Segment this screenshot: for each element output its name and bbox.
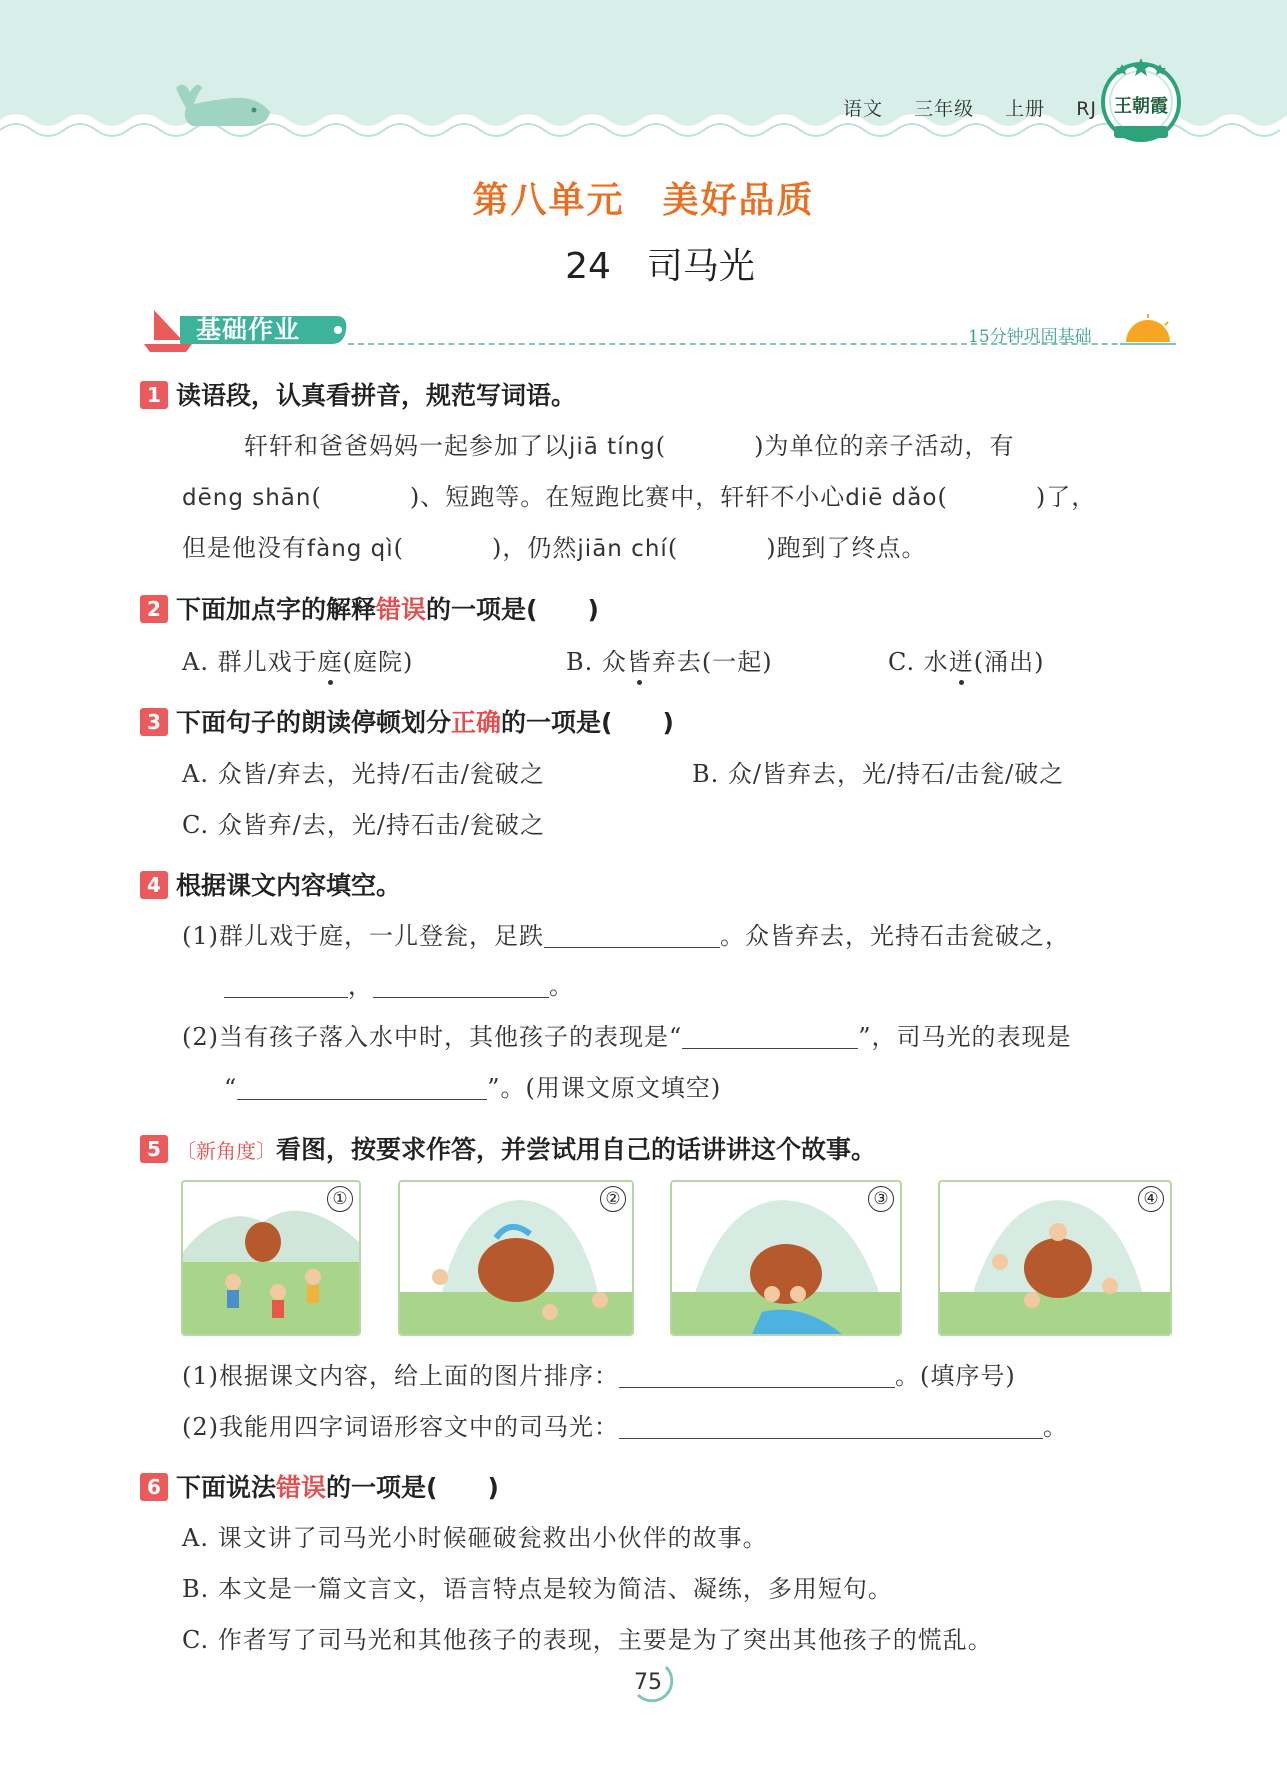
q4-text: 。 <box>549 972 574 1000</box>
q4-line-3 <box>182 1017 1072 1052</box>
question-5-number: 5 <box>140 1135 168 1163</box>
picture-3-number: ③ <box>868 1186 894 1212</box>
q4-text: “ <box>224 1074 238 1102</box>
q5-line-1 <box>182 1356 1016 1391</box>
new-angle-tag: 〔新角度〕 <box>176 1139 276 1163</box>
question-5-title <box>140 1130 876 1166</box>
q1-text: 了， <box>1046 483 1097 511</box>
question-3-keyword: 正确 <box>451 708 502 737</box>
question-6-text: 下面说法 <box>176 1473 277 1502</box>
question-1-title <box>140 376 576 412</box>
question-2-title <box>140 590 599 626</box>
question-2-keyword: 错误 <box>376 595 427 624</box>
q5-text: 。(填序号) <box>895 1362 1016 1390</box>
pinyin-2: dēng shān <box>182 485 312 511</box>
option-text: B. 众 <box>566 648 627 676</box>
q4-blank-2[interactable] <box>224 973 348 998</box>
dotted-char: 庭 <box>318 642 343 677</box>
pinyin-5: jiān chí <box>577 536 668 562</box>
brand-logo-text: 王朝霞 <box>1114 96 1168 117</box>
q1-blank-3[interactable] <box>948 485 1036 509</box>
question-3-text: 下面句子的朗读停顿划分 <box>176 708 452 737</box>
option-text: C. 水 <box>888 648 949 676</box>
q2-option-c[interactable] <box>888 642 1045 677</box>
question-6-keyword: 错误 <box>276 1473 327 1502</box>
pinyin-1: jiā tíng <box>569 434 656 460</box>
question-4-text: 根据课文内容填空。 <box>176 871 402 900</box>
question-3-text-end: 的一项是( ) <box>501 708 674 737</box>
q1-text: 、短跑等。在短跑比赛中，轩轩不小心 <box>420 483 846 511</box>
q6-option-b[interactable]: B. 本文是一篇文言文，语言特点是较为简洁、凝练，多用短句。 <box>182 1575 893 1603</box>
q4-line-1 <box>182 916 1070 951</box>
story-picture-3 <box>670 1180 902 1336</box>
header-meta <box>829 94 1097 121</box>
q1-blank-1[interactable] <box>666 434 754 458</box>
q4-line-2 <box>224 966 574 1001</box>
q5-text: (2)我能用四字词语形容文中的司马光： <box>182 1413 619 1441</box>
sunrise-icon <box>1120 314 1176 348</box>
picture-2-scene <box>400 1182 632 1334</box>
q1-blank-5[interactable] <box>678 536 766 560</box>
option-text: 弃去(一起) <box>651 648 773 676</box>
q5-text: 。 <box>1043 1413 1068 1441</box>
q4-blank-5[interactable] <box>237 1075 487 1100</box>
whale-icon <box>172 78 276 128</box>
q2-option-b[interactable] <box>566 642 773 677</box>
q3-option-b[interactable]: B. 众/皆弃去，光/持石/击瓮/破之 <box>692 760 1065 788</box>
q4-blank-1[interactable] <box>544 923 720 948</box>
story-picture-1 <box>181 1180 361 1336</box>
q4-blank-3[interactable] <box>373 973 549 998</box>
q5-blank-2[interactable] <box>619 1414 1043 1439</box>
q5-line-2 <box>182 1407 1068 1442</box>
grade-label: 三年级 <box>914 98 975 120</box>
question-6-number: 6 <box>140 1473 168 1501</box>
pinyin-3: diē dǎo <box>845 485 938 511</box>
question-1-text: 读语段，认真看拼音，规范写词语。 <box>176 381 577 410</box>
question-4-number: 4 <box>140 871 168 899</box>
q6-option-a[interactable]: A. 课文讲了司马光小时候砸破瓮救出小伙伴的故事。 <box>182 1524 768 1552</box>
q4-text: (2)当有孩子落入水中时，其他孩子的表现是“ <box>182 1023 683 1051</box>
edition-label: RJ <box>1076 98 1097 120</box>
q4-text: (1)群儿戏于庭，一儿登瓮，足跌 <box>182 922 544 950</box>
q1-text: 轩轩和爸爸妈妈一起参加了以 <box>244 432 569 460</box>
q1-text: ，仍然 <box>502 534 578 562</box>
story-picture-2 <box>398 1180 634 1336</box>
q4-text: 。众皆弃去，光持石击瓮破之， <box>720 922 1070 950</box>
dotted-char: 迸 <box>949 642 974 677</box>
q4-blank-4[interactable] <box>682 1024 858 1049</box>
q1-text: 但是他没有 <box>182 534 307 562</box>
q1-line-3: 但是他没有fàng qì( )，仍然jiān chí( )跑到了终点。 <box>182 534 927 562</box>
q4-text: ”。(用课文原文填空) <box>487 1074 722 1102</box>
lesson-title: 24 司马光 <box>565 246 755 287</box>
unit-title: 第八单元 美好品质 <box>472 180 815 221</box>
pinyin-4: fàng qì <box>307 536 394 562</box>
q2-option-a[interactable] <box>182 642 413 677</box>
question-4-title <box>140 866 401 902</box>
q1-text: 跑到了终点。 <box>776 534 927 562</box>
volume-label: 上册 <box>1005 98 1046 120</box>
question-6-text-end: 的一项是( ) <box>326 1473 499 1502</box>
question-6-title <box>140 1468 499 1504</box>
q3-option-a[interactable]: A. 众皆/弃去，光持/石击/瓮破之 <box>182 760 545 788</box>
section-note: 15分钟巩固基础 <box>968 327 1092 347</box>
q5-text: (1)根据课文内容，给上面的图片排序： <box>182 1362 619 1390</box>
question-3-title <box>140 703 674 739</box>
q1-line-1: 轩轩和爸爸妈妈一起参加了以jiā tíng( )为单位的亲子活动，有 <box>244 432 1015 460</box>
q1-blank-2[interactable] <box>322 485 410 509</box>
q4-text: ， <box>348 972 373 1000</box>
q6-option-c[interactable]: C. 作者写了司马光和其他孩子的表现，主要是为了突出其他孩子的慌乱。 <box>182 1626 993 1654</box>
picture-2-number: ② <box>600 1186 626 1212</box>
story-picture-4 <box>938 1180 1172 1336</box>
question-1-number: 1 <box>140 381 168 409</box>
page-number: 75 <box>634 1670 662 1695</box>
question-3-number: 3 <box>140 708 168 736</box>
question-2-number: 2 <box>140 595 168 623</box>
section-label: 基础作业 <box>196 315 301 344</box>
option-text: (涌出) <box>973 648 1045 676</box>
question-5-text: 看图，按要求作答，并尝试用自己的话讲讲这个故事。 <box>276 1135 877 1164</box>
picture-4-number: ④ <box>1138 1186 1164 1212</box>
q5-blank-1[interactable] <box>619 1363 895 1388</box>
q4-line-4 <box>224 1068 721 1103</box>
picture-1-number: ① <box>327 1186 353 1212</box>
subject-label: 语文 <box>843 98 884 120</box>
picture-3-scene <box>672 1182 900 1334</box>
option-text: (庭院) <box>342 648 414 676</box>
q4-text: ”，司马光的表现是 <box>858 1023 1072 1051</box>
option-text: A. 群儿戏于 <box>182 648 318 676</box>
q1-blank-4[interactable] <box>404 536 492 560</box>
q1-line-2: dēng shān( )、短跑等。在短跑比赛中，轩轩不小心diē dǎo( )了， <box>182 483 1097 511</box>
dotted-char: 皆 <box>627 642 652 677</box>
picture-4-scene <box>940 1182 1170 1334</box>
q3-option-c[interactable]: C. 众皆弃/去，光/持石击/瓮破之 <box>182 811 546 839</box>
q1-text: 为单位的亲子活动，有 <box>764 432 1015 460</box>
question-2-text-end: 的一项是( ) <box>426 595 599 624</box>
question-2-text: 下面加点字的解释 <box>176 595 377 624</box>
